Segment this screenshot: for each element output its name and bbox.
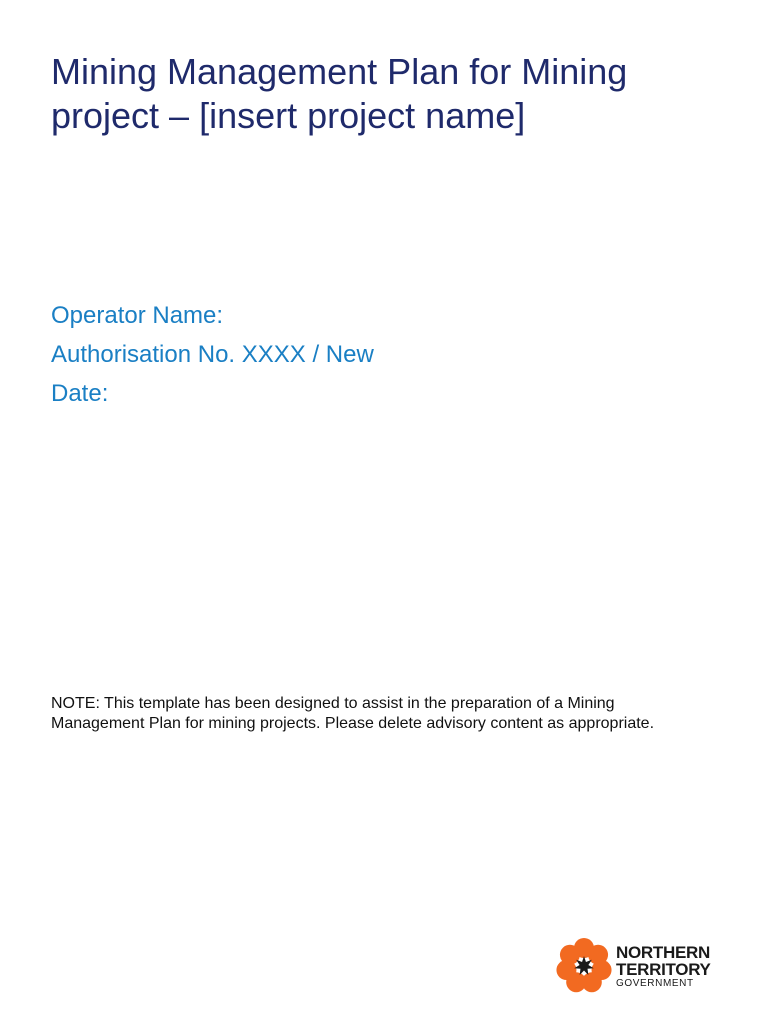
logo-line-1: NORTHERN	[616, 943, 710, 962]
nt-government-logo	[554, 936, 724, 996]
advisory-note	[51, 694, 731, 734]
logo-petal	[560, 945, 580, 965]
operator-name-label: Operator Name:	[51, 302, 224, 329]
title-line-2: project – [insert project name]	[51, 95, 526, 136]
desert-rose-icon	[554, 936, 614, 996]
note-line-1: NOTE: This template has been designed to assist in the preparation of a Mining	[51, 695, 615, 712]
authorisation-number-label: Authorisation No. XXXX / New	[51, 341, 374, 368]
page-title	[51, 50, 731, 138]
note-line-2: Management Plan for mining projects. Please delete advisory content as appropriate.	[51, 715, 655, 732]
date-label: Date:	[51, 380, 109, 407]
logo-line-2: TERRITORY	[616, 960, 711, 979]
title-line-1: Mining Management Plan for Mining	[51, 51, 628, 92]
logo-wordmark	[616, 944, 711, 990]
document-meta	[51, 296, 374, 413]
logo-line-3: GOVERNMENT	[616, 978, 694, 989]
